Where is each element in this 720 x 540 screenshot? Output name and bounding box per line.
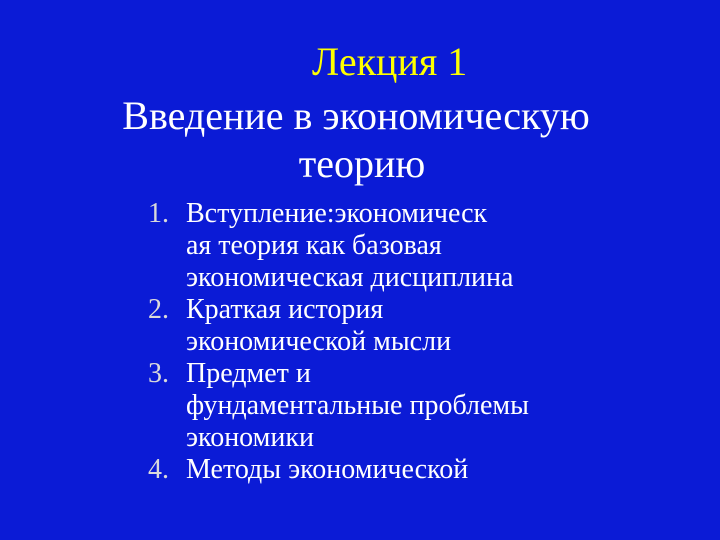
item-line: ая теория как базовая [186,230,442,261]
list-item [148,454,708,486]
item-line: Краткая история [186,294,384,325]
item-number: 3. [148,358,169,389]
item-text [186,294,451,358]
item-text [186,198,513,294]
list-item [148,358,708,454]
title-line-1: Введение в экономическую [122,93,590,138]
topic-list [148,198,708,486]
item-line: Предмет и [186,358,311,389]
item-number: 2. [148,294,169,325]
item-line: экономическая дисциплина [186,262,514,293]
slide-title [0,92,720,188]
item-text [186,358,529,454]
item-line: Вступление:экономическ [186,198,488,229]
list-item [148,198,708,294]
lecture-number: Лекция 1 [312,39,468,84]
item-line: Методы экономической [186,454,469,485]
item-text [186,454,468,486]
item-line: экономики [186,422,314,453]
item-number: 1. [148,198,169,229]
list-item [148,294,708,358]
title-line-2: теорию [298,141,426,186]
item-line: фундаментальные проблемы [186,390,529,421]
item-line: экономической мысли [186,326,452,357]
item-number: 4. [148,454,169,485]
